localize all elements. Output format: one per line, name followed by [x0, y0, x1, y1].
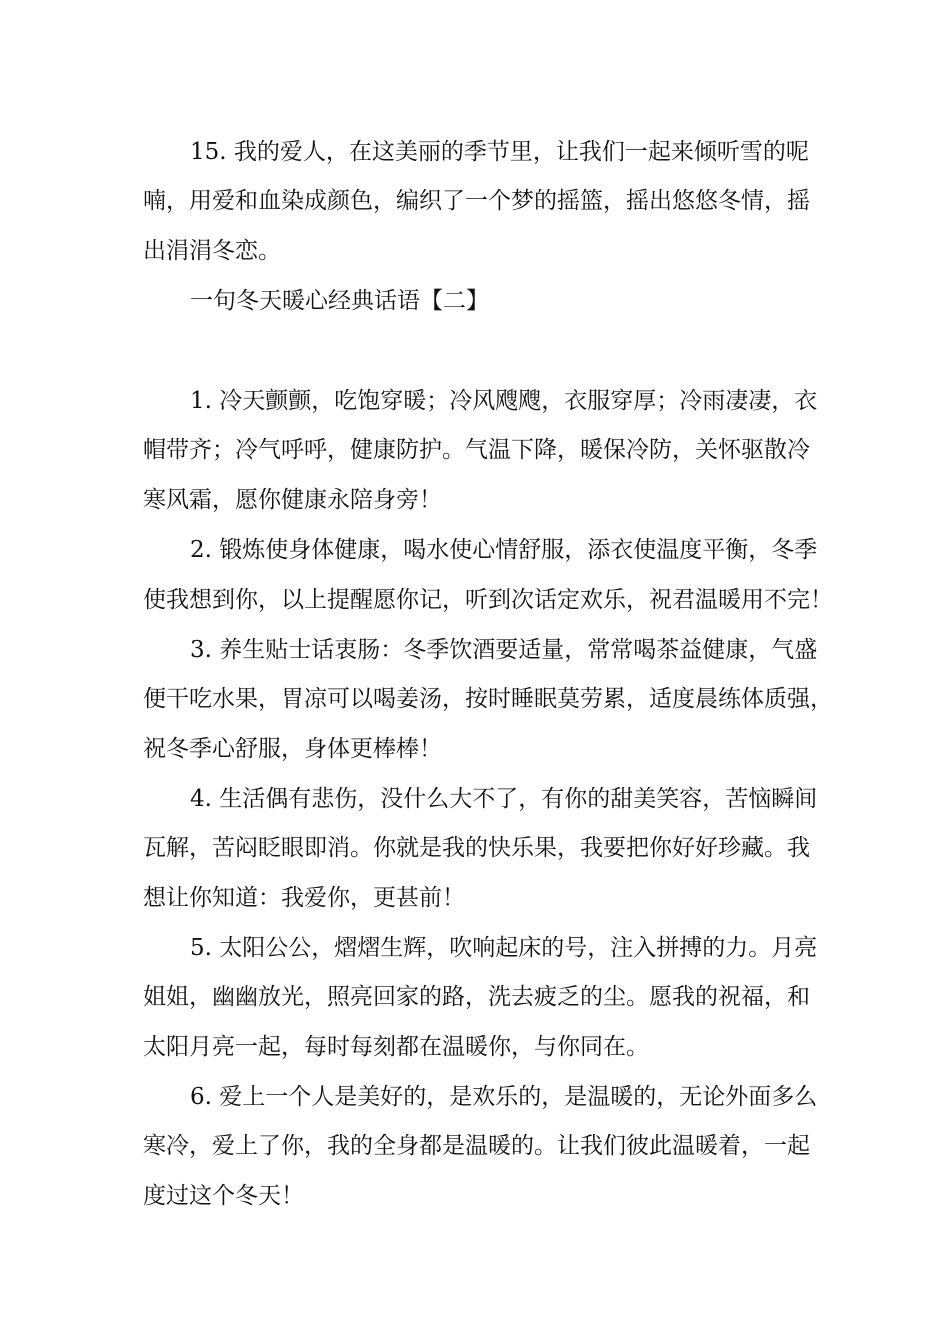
item-5-line-2: 姐姐，幽幽放光，照亮回家的路，洗去疲乏的尘。愿我的祝福，和 — [143, 984, 810, 1010]
item-4-line-1: 4. 生活偶有悲伤，没什么大不了，有你的甜美笑容，苦恼瞬间 — [190, 786, 818, 812]
item-3-line-1: 3. 养生贴士话衷肠：冬季饮酒要适量，常常喝茶益健康，气盛 — [190, 637, 818, 663]
item-4-line-2: 瓦解，苦闷眨眼即消。你就是我的快乐果，我要把你好好珍藏。我 — [143, 835, 810, 861]
section-heading: 一句冬天暖心经典话语【二】 — [190, 288, 489, 314]
item-2-line-1: 2. 锻炼使身体健康，喝水使心情舒服，添衣使温度平衡，冬季 — [190, 537, 818, 563]
item-2-line-2: 使我想到你，以上提醒愿你记，听到次话定欢乐，祝君温暖用不完！ — [143, 587, 833, 613]
item-3-line-3: 祝冬季心舒服，身体更棒棒！ — [143, 736, 442, 762]
paragraph-15-line-2: 喃，用爱和血染成颜色，编织了一个梦的摇篮，摇出悠悠冬情，摇 — [143, 188, 810, 214]
item-4-line-3: 想让你知道：我爱你，更甚前！ — [143, 885, 465, 911]
item-6-line-3: 度过这个冬天！ — [143, 1183, 304, 1209]
paragraph-15-line-3: 出涓涓冬恋。 — [143, 238, 281, 264]
item-6-line-1: 6. 爱上一个人是美好的，是欢乐的，是温暖的，无论外面多么 — [190, 1084, 818, 1110]
item-5-line-1: 5. 太阳公公，熠熠生辉，吹响起床的号，注入拼搏的力。月亮 — [190, 935, 818, 961]
paragraph-15-line-1: 15. 我的爱人，在这美丽的季节里，让我们一起来倾听雪的呢 — [190, 139, 809, 165]
item-6-line-2: 寒冷，爱上了你，我的全身都是温暖的。让我们彼此温暖着，一起 — [143, 1133, 810, 1159]
item-5-line-3: 太阳月亮一起，每时每刻都在温暖你，与你同在。 — [143, 1034, 649, 1060]
item-3-line-2: 便干吃水果，胃凉可以喝姜汤，按时睡眠莫劳累，适度晨练体质强， — [143, 686, 833, 712]
item-1-line-2: 帽带齐；冷气呼呼，健康防护。气温下降，暖保冷防，关怀驱散冷 — [143, 437, 810, 463]
item-1-line-1: 1. 冷天颤颤，吃饱穿暖；冷风飕飕，衣服穿厚；冷雨凄凄，衣 — [190, 388, 818, 414]
item-1-line-3: 寒风霜，愿你健康永陪身旁！ — [143, 487, 442, 513]
